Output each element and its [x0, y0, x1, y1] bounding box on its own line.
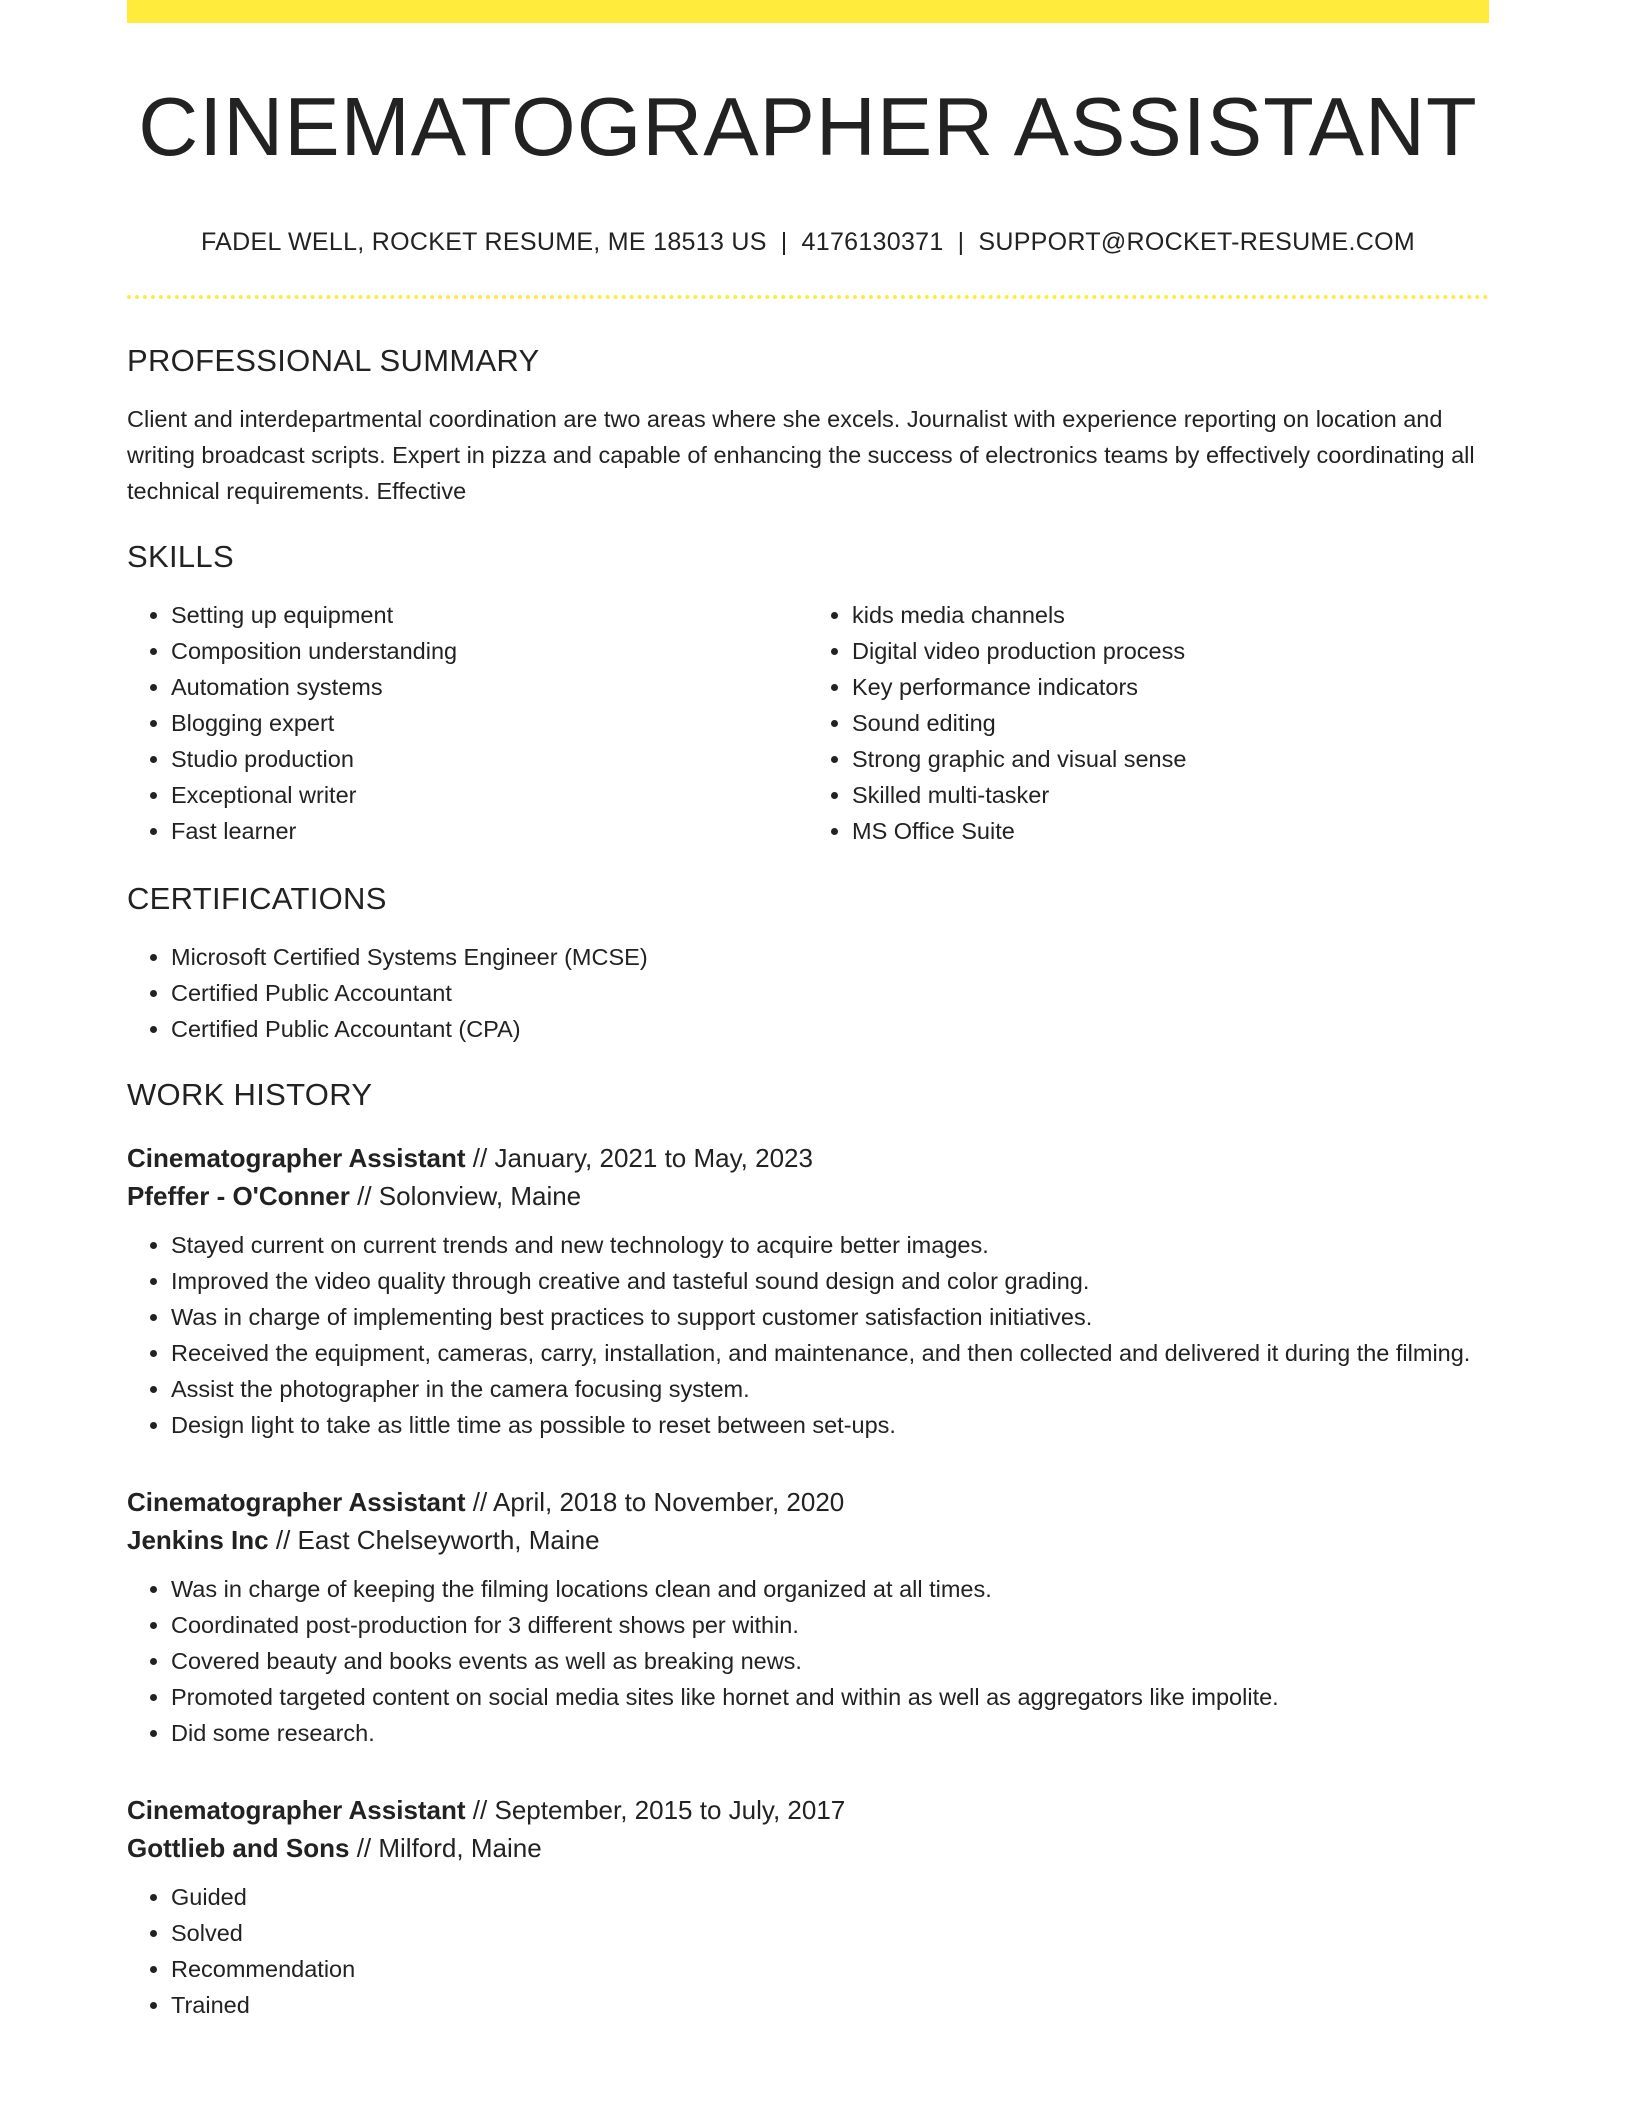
skill-item: • Strong graphic and visual sense [852, 741, 1489, 777]
job-bullet: • Received the equipment, cameras, carry, installation, and maintenance, and then collected and delivered it during the filming. [171, 1335, 1489, 1371]
job-company: Gottlieb and Sons [127, 1833, 350, 1864]
skills-heading: SKILLS [127, 539, 234, 575]
contact-email: SUPPORT@ROCKET-RESUME.COM [978, 228, 1416, 257]
job-location: East Chelseyworth, Maine [297, 1525, 600, 1556]
work-history-heading: WORK HISTORY [127, 1077, 373, 1113]
job-company: Pfeffer - O'Conner [127, 1181, 350, 1212]
job-bullet: • Assist the photographer in the camera focusing system. [171, 1371, 1489, 1407]
job-divider: // [275, 1525, 291, 1556]
job-bullet: • Was in charge of keeping the filming locations clean and organized at all times. [171, 1571, 1489, 1607]
job-bullet: • Covered beauty and books events as well as breaking news. [171, 1643, 1489, 1679]
top-accent-bar [127, 0, 1489, 23]
job-dates: April, 2018 to November, 2020 [493, 1487, 845, 1518]
contact-phone: 4176130371 [801, 228, 944, 257]
job-bullet: • Coordinated post-production for 3 different shows per within. [171, 1607, 1489, 1643]
skills-right-list [808, 597, 1489, 849]
job-bullet-list [127, 1879, 1489, 2023]
contact-address: FADEL WELL, ROCKET RESUME, ME 18513 US [200, 228, 767, 257]
contact-separator: | [957, 228, 965, 257]
skill-item: • Studio production [171, 741, 808, 777]
job-title: Cinematographer Assistant [127, 1143, 466, 1174]
dotted-divider [127, 295, 1489, 299]
job-title-line [127, 1139, 1489, 1177]
contact-separator: | [780, 228, 788, 257]
work-history-section [127, 1077, 1489, 2023]
certifications-section [127, 881, 1489, 1047]
skill-item: • Fast learner [171, 813, 808, 849]
certification-item: • Certified Public Accountant [171, 975, 1489, 1011]
resume-page [127, 0, 1489, 2023]
job-bullet: • Solved [171, 1915, 1489, 1951]
job-entry [127, 1791, 1489, 2023]
skill-item: • Digital video production process [852, 633, 1489, 669]
skills-section [127, 539, 1489, 849]
job-divider: // [472, 1795, 488, 1826]
job-location: Solonview, Maine [378, 1181, 582, 1212]
resume-title: CINEMATOGRAPHER ASSISTANT [138, 80, 1478, 173]
skill-item: • Setting up equipment [171, 597, 808, 633]
skill-item: • Key performance indicators [852, 669, 1489, 705]
skill-item: • Composition understanding [171, 633, 808, 669]
certification-item: • Microsoft Certified Systems Engineer (MCSE) [171, 939, 1489, 975]
skill-item: • Skilled multi-tasker [852, 777, 1489, 813]
job-title-line [127, 1791, 1489, 1829]
job-bullet: • Did some research. [171, 1715, 1489, 1751]
summary-heading: PROFESSIONAL SUMMARY [127, 343, 540, 379]
job-bullet-list [127, 1571, 1489, 1751]
certifications-list [127, 939, 1489, 1047]
job-title: Cinematographer Assistant [127, 1487, 466, 1518]
skill-item: • Blogging expert [171, 705, 808, 741]
job-company-line [127, 1829, 1489, 1867]
job-bullet: • Recommendation [171, 1951, 1489, 1987]
summary-text: Client and interdepartmental coordination are two areas where she excels. Journalist with experience reporting on location and writing broadcast scripts. Expert in pizza and capable of enhancing the success of electronics teams by effectively coordinating all technical requirements. Effective [127, 406, 1475, 505]
job-title-line [127, 1483, 1489, 1521]
job-bullet: • Was in charge of implementing best practices to support customer satisfaction initiatives. [171, 1299, 1489, 1335]
certifications-heading: CERTIFICATIONS [127, 881, 387, 917]
job-location: Milford, Maine [378, 1833, 542, 1864]
job-bullet: • Stayed current on current trends and new technology to acquire better images. [171, 1227, 1489, 1263]
job-divider: // [472, 1487, 488, 1518]
job-bullet: • Trained [171, 1987, 1489, 2023]
job-bullet: • Design light to take as little time as possible to reset between set-ups. [171, 1407, 1489, 1443]
skill-item: • Sound editing [852, 705, 1489, 741]
skill-item: • Automation systems [171, 669, 808, 705]
job-entry [127, 1483, 1489, 1751]
skills-grid [127, 597, 1489, 849]
job-bullet-list [127, 1227, 1489, 1443]
skill-item: • Exceptional writer [171, 777, 808, 813]
job-company-line [127, 1177, 1489, 1215]
job-divider: // [356, 1833, 372, 1864]
summary-section [127, 343, 1489, 509]
job-title: Cinematographer Assistant [127, 1795, 466, 1826]
certification-item: • Certified Public Accountant (CPA) [171, 1011, 1489, 1047]
job-divider: // [472, 1143, 488, 1174]
skill-item: • MS Office Suite [852, 813, 1489, 849]
job-dates: September, 2015 to July, 2017 [494, 1795, 846, 1826]
job-bullet: • Guided [171, 1879, 1489, 1915]
skills-left-list [127, 597, 808, 849]
job-company-line [127, 1521, 1489, 1559]
job-divider: // [357, 1181, 372, 1212]
job-bullet: • Improved the video quality through creative and tasteful sound design and color grading. [171, 1263, 1489, 1299]
job-dates: January, 2021 to May, 2023 [494, 1143, 813, 1174]
contact-line [127, 228, 1489, 257]
skill-item: • kids media channels [852, 597, 1489, 633]
job-bullet: • Promoted targeted content on social media sites like hornet and within as well as aggregators like impolite. [171, 1679, 1489, 1715]
job-entry [127, 1139, 1489, 1443]
job-company: Jenkins Inc [127, 1525, 269, 1556]
